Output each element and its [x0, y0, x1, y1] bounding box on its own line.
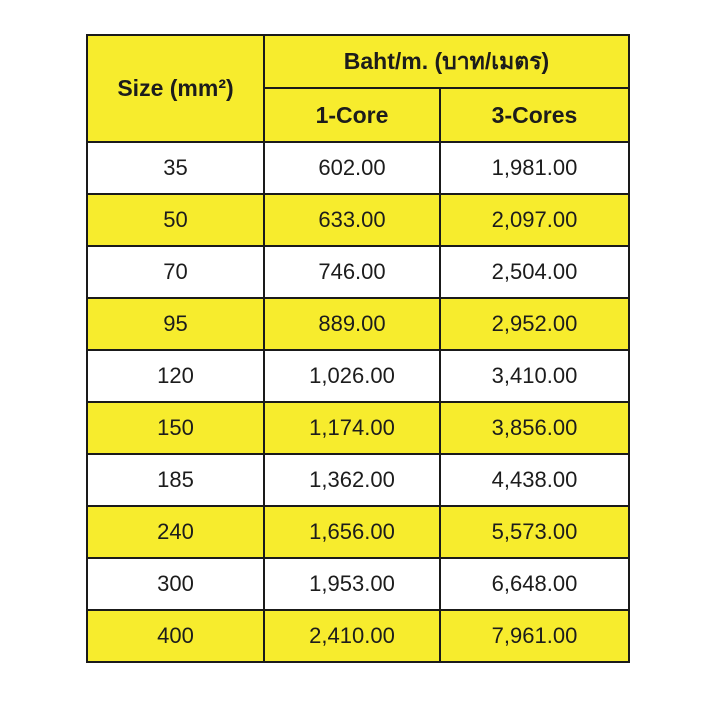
size-cell: 150: [87, 402, 264, 454]
size-cell: 240: [87, 506, 264, 558]
one-core-price-cell: 1,362.00: [264, 454, 440, 506]
one-core-price-cell: 889.00: [264, 298, 440, 350]
price-group-header: Baht/m. (บาท/เมตร): [264, 35, 629, 88]
three-cores-price-cell: 1,981.00: [440, 142, 629, 194]
table-row: [87, 454, 629, 506]
one-core-column-header: 1-Core: [264, 88, 440, 142]
one-core-price-cell: 1,174.00: [264, 402, 440, 454]
table-row: [87, 610, 629, 662]
size-cell: 400: [87, 610, 264, 662]
one-core-price-cell: 1,026.00: [264, 350, 440, 402]
three-cores-price-cell: 2,952.00: [440, 298, 629, 350]
one-core-price-cell: 1,953.00: [264, 558, 440, 610]
three-cores-price-cell: 2,504.00: [440, 246, 629, 298]
one-core-price-cell: 746.00: [264, 246, 440, 298]
three-cores-price-cell: 7,961.00: [440, 610, 629, 662]
three-cores-column-header: 3-Cores: [440, 88, 629, 142]
size-cell: 120: [87, 350, 264, 402]
table-row: [87, 142, 629, 194]
one-core-price-cell: 2,410.00: [264, 610, 440, 662]
three-cores-price-cell: 6,648.00: [440, 558, 629, 610]
size-cell: 50: [87, 194, 264, 246]
table-row: [87, 194, 629, 246]
three-cores-price-cell: 5,573.00: [440, 506, 629, 558]
one-core-price-cell: 602.00: [264, 142, 440, 194]
table-row: [87, 350, 629, 402]
price-table: [86, 34, 630, 663]
three-cores-price-cell: 3,410.00: [440, 350, 629, 402]
size-cell: 95: [87, 298, 264, 350]
table-row: [87, 506, 629, 558]
size-cell: 70: [87, 246, 264, 298]
table-row: [87, 402, 629, 454]
size-cell: 185: [87, 454, 264, 506]
table-row: [87, 558, 629, 610]
three-cores-price-cell: 4,438.00: [440, 454, 629, 506]
three-cores-price-cell: 3,856.00: [440, 402, 629, 454]
one-core-price-cell: 633.00: [264, 194, 440, 246]
one-core-price-cell: 1,656.00: [264, 506, 440, 558]
table-row: [87, 246, 629, 298]
size-column-header: Size (mm²): [87, 35, 264, 142]
size-cell: 300: [87, 558, 264, 610]
size-cell: 35: [87, 142, 264, 194]
three-cores-price-cell: 2,097.00: [440, 194, 629, 246]
table-row: [87, 298, 629, 350]
